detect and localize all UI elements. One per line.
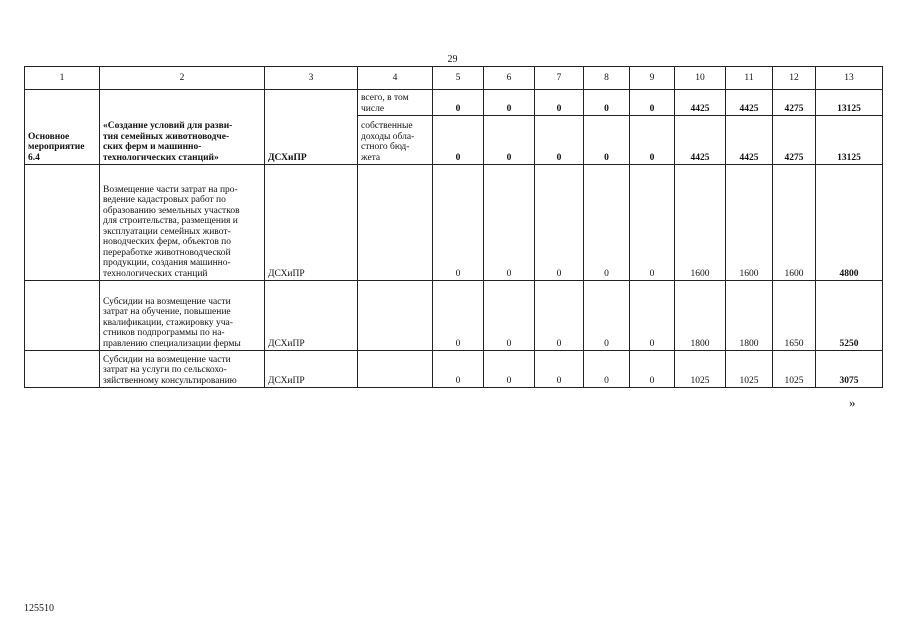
header-cell: 6 xyxy=(484,67,535,90)
value-cell: 4425 xyxy=(675,116,726,165)
value-cell: 1600 xyxy=(675,165,726,281)
value-cell: 0 xyxy=(433,165,484,281)
value-cell: 0 xyxy=(433,281,484,351)
executor-cell: ДСХиПР xyxy=(265,351,358,388)
value-cell: 0 xyxy=(535,281,584,351)
value-cell: 0 xyxy=(630,116,675,165)
measure-title: «Создание условий для разви- тия семейных животноводче- ских ферм и машинно- технологических станций» xyxy=(100,90,265,165)
funding-source: собственные доходы обла- стного бюд- жета xyxy=(358,116,433,165)
header-cell: 1 xyxy=(25,67,100,90)
value-cell: 0 xyxy=(630,281,675,351)
value-cell: 4425 xyxy=(675,90,726,116)
value-cell: 4425 xyxy=(726,116,773,165)
activity-description: Возмещение части затрат на про- ведение кадастровых работ по образованию земельных участков для строительства, размещения и эксплуатации семейных живот- новодческих ферм, объектов по переработке животноводческой продукции, создания машинно- технологических станций xyxy=(100,165,265,281)
total-cell: 13125 xyxy=(816,90,883,116)
header-cell: 4 xyxy=(358,67,433,90)
table-row xyxy=(25,281,883,351)
header-cell: 5 xyxy=(433,67,484,90)
value-cell: 0 xyxy=(535,90,584,116)
value-cell: 1600 xyxy=(726,165,773,281)
header-cell: 10 xyxy=(675,67,726,90)
value-cell: 0 xyxy=(433,90,484,116)
measure-executor: ДСХиПР xyxy=(265,90,358,165)
total-cell: 5250 xyxy=(816,281,883,351)
header-cell: 8 xyxy=(584,67,630,90)
value-cell: 0 xyxy=(535,165,584,281)
value-cell: 0 xyxy=(584,281,630,351)
value-cell: 1650 xyxy=(773,281,816,351)
value-cell: 0 xyxy=(630,90,675,116)
table-row xyxy=(25,351,883,388)
value-cell: 1800 xyxy=(675,281,726,351)
value-cell: 0 xyxy=(584,90,630,116)
document-code: 125510 xyxy=(24,603,54,614)
executor-cell: ДСХиПР xyxy=(265,281,358,351)
header-cell: 12 xyxy=(773,67,816,90)
activity-description: Субсидии на возмещение части затрат на услуги по сельскохо- зяйственному консультированию xyxy=(100,351,265,388)
value-cell: 0 xyxy=(484,351,535,388)
executor-cell: ДСХиПР xyxy=(265,165,358,281)
value-cell: 1800 xyxy=(726,281,773,351)
header-cell: 7 xyxy=(535,67,584,90)
activity-description: Субсидии на возмещение части затрат на обучение, повышение квалификации, стажировку уча- стников подпрограммы по на- правлению специализации фермы xyxy=(100,281,265,351)
value-cell: 0 xyxy=(584,351,630,388)
header-cell: 3 xyxy=(265,67,358,90)
header-cell: 11 xyxy=(726,67,773,90)
value-cell: 0 xyxy=(535,351,584,388)
value-cell: 0 xyxy=(630,351,675,388)
funding-source: всего, в том числе xyxy=(358,90,433,116)
value-cell: 0 xyxy=(484,281,535,351)
value-cell: 0 xyxy=(584,116,630,165)
value-cell: 0 xyxy=(584,165,630,281)
value-cell: 1025 xyxy=(726,351,773,388)
value-cell: 1025 xyxy=(773,351,816,388)
header-row xyxy=(25,67,883,90)
value-cell: 0 xyxy=(484,116,535,165)
value-cell: 0 xyxy=(433,351,484,388)
table-row xyxy=(25,90,883,116)
page-number: 29 xyxy=(447,54,458,65)
header-cell: 2 xyxy=(100,67,265,90)
total-cell: 4800 xyxy=(816,165,883,281)
value-cell: 1600 xyxy=(773,165,816,281)
value-cell: 4275 xyxy=(773,90,816,116)
header-cell: 13 xyxy=(816,67,883,90)
table-row xyxy=(25,165,883,281)
measure-label: Основное мероприятие 6.4 xyxy=(25,90,100,165)
value-cell: 0 xyxy=(433,116,484,165)
total-cell: 13125 xyxy=(816,116,883,165)
value-cell: 0 xyxy=(535,116,584,165)
value-cell: 1025 xyxy=(675,351,726,388)
value-cell: 4275 xyxy=(773,116,816,165)
value-cell: 0 xyxy=(630,165,675,281)
total-cell: 3075 xyxy=(816,351,883,388)
closing-quote: » xyxy=(849,395,856,410)
header-cell: 9 xyxy=(630,67,675,90)
value-cell: 0 xyxy=(484,90,535,116)
value-cell: 4425 xyxy=(726,90,773,116)
value-cell: 0 xyxy=(484,165,535,281)
budget-table xyxy=(24,66,883,388)
